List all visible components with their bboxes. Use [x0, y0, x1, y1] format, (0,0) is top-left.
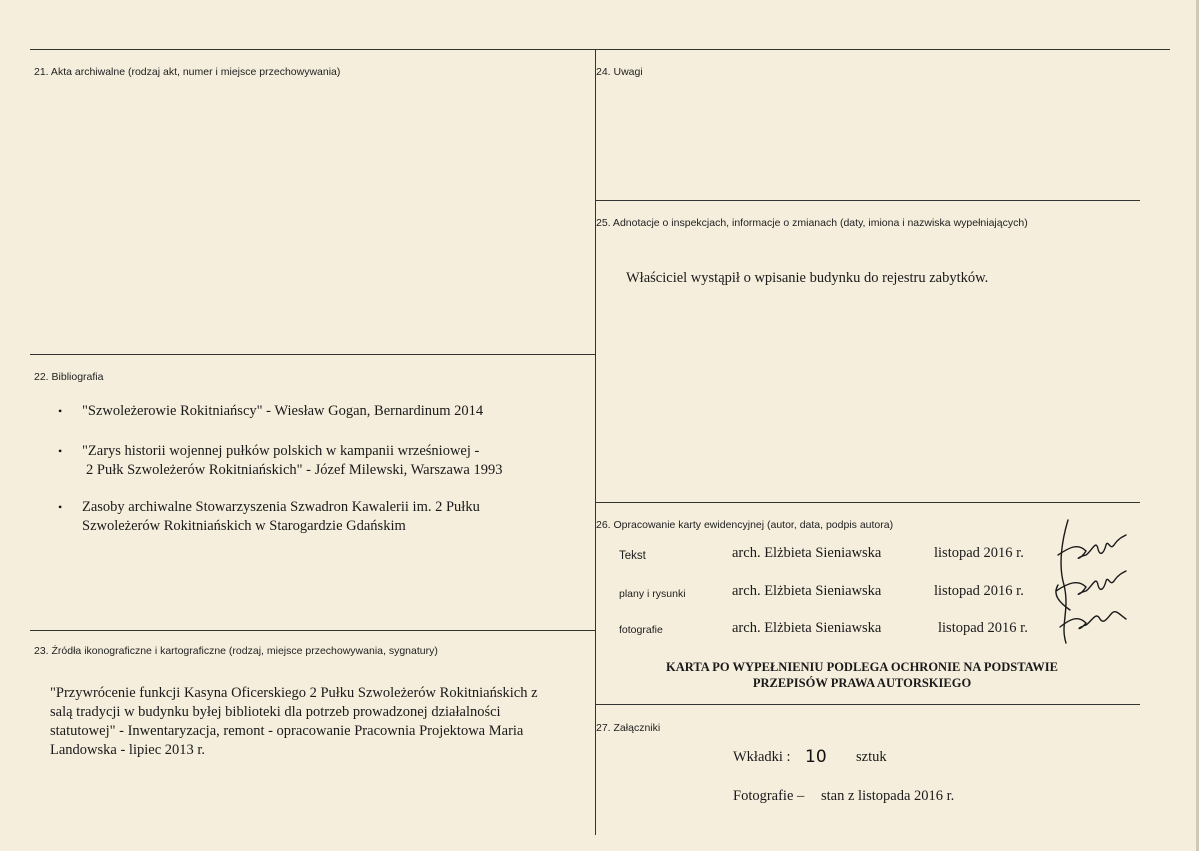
- copyright-notice: [612, 659, 1112, 691]
- bibliography-line: "Szwoleżerowie Rokitniańscy" - Wiesław Gogan, Bernardinum 2014: [82, 403, 484, 419]
- iconographic-sources-text: [50, 684, 538, 760]
- annotation-text: Właściciel wystąpił o wpisanie budynku do rejestru zabytków.: [626, 270, 989, 286]
- row-author-text: arch. Elżbieta Sieniawska: [732, 545, 882, 561]
- inserts-unit: sztuk: [856, 749, 887, 765]
- section-23-label: 23. Źródła ikonograficzne i kartograficzne (rodzaj, miejsce przechowywania, sygnatury): [34, 645, 438, 657]
- section-21-label: 21. Akta archiwalne (rodzaj akt, numer i miejsce przechowywania): [34, 66, 341, 78]
- row-date-photos: listopad 2016 r.: [938, 620, 1028, 636]
- section-26-label: 26. Opracowanie karty ewidencyjnej (autor, data, podpis autora): [596, 519, 894, 531]
- section-25-label: 25. Adnotacje o inspekcjach, informacje o zmianach (daty, imiona i nazwiska wypełniających): [596, 217, 1028, 229]
- bibliography-line: Szwoleżerów Rokitniańskich w Starogardzie Gdańskim: [82, 518, 406, 534]
- row-type-text: Tekst: [619, 550, 646, 562]
- row-date-text: listopad 2016 r.: [934, 545, 1024, 561]
- row-type-photos: fotografie: [619, 624, 663, 636]
- source-line: Landowska - lipiec 2013 r.: [50, 742, 206, 758]
- notice-line: PRZEPISÓW PRAWA AUTORSKIEGO: [752, 676, 972, 690]
- rule-25-26: [595, 502, 1140, 503]
- inserts-label: Wkładki :: [733, 749, 791, 765]
- signature-icon: [1040, 515, 1130, 645]
- photos-label: Fotografie –: [733, 788, 805, 804]
- rule-22-23: [30, 630, 595, 631]
- section-22-label: 22. Bibliografia: [34, 371, 104, 383]
- top-rule: [30, 49, 1170, 50]
- bibliography-line: "Zarys historii wojennej pułków polskich w kampanii wrześniowej -: [82, 443, 480, 459]
- section-24-label: 24. Uwagi: [596, 66, 643, 78]
- bullet-icon: •: [58, 500, 63, 514]
- inserts-count: 10: [805, 747, 827, 767]
- center-divider: [595, 49, 596, 835]
- rule-26-27: [595, 704, 1140, 705]
- rule-24-25: [595, 200, 1140, 201]
- row-date-plans: listopad 2016 r.: [934, 583, 1024, 599]
- section-27-label: 27. Załączniki: [596, 722, 661, 734]
- row-author-photos: arch. Elżbieta Sieniawska: [732, 620, 882, 636]
- photos-value: stan z listopada 2016 r.: [821, 788, 955, 804]
- row-type-plans: plany i rysunki: [619, 588, 686, 600]
- bibliography-line: 2 Pułk Szwoleżerów Rokitniańskich" - Józef Milewski, Warszawa 1993: [86, 462, 503, 478]
- bullet-icon: •: [58, 404, 63, 418]
- source-line: statutowej" - Inwentaryzacja, remont - opracowanie Pracownia Projektowa Maria: [50, 723, 524, 739]
- source-line: salą tradycji w budynku byłej biblioteki dla potrzeb prowadzonej działalności: [50, 704, 501, 720]
- row-author-plans: arch. Elżbieta Sieniawska: [732, 583, 882, 599]
- notice-line: KARTA PO WYPEŁNIENIU PODLEGA OCHRONIE NA PODSTAWIE: [666, 660, 1058, 674]
- bibliography-line: Zasoby archiwalne Stowarzyszenia Szwadron Kawalerii im. 2 Pułku: [82, 499, 480, 515]
- source-line: "Przywrócenie funkcji Kasyna Oficerskiego 2 Pułku Szwoleżerów Rokitniańskich z: [50, 685, 538, 701]
- rule-21-22: [30, 354, 595, 355]
- bullet-icon: •: [58, 444, 63, 458]
